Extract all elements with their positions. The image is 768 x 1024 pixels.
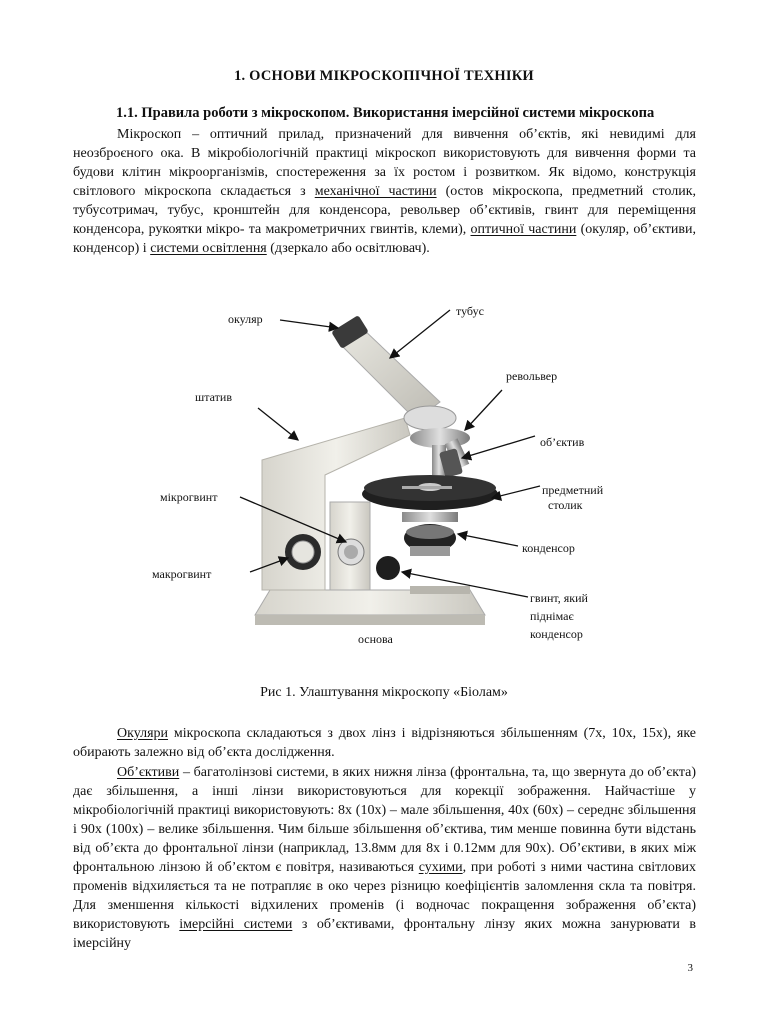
- label-tubus: тубус: [456, 304, 484, 318]
- label-gvynt-1: гвинт, який: [530, 591, 588, 605]
- term-objectives: Об’єктиви: [117, 765, 180, 780]
- condenser-knob: [376, 556, 400, 580]
- label-osnova: основа: [358, 632, 393, 646]
- figure-caption: Рис 1. Улаштування мікроскопу «Біолам»: [260, 685, 508, 700]
- term-oculars: Окуляри: [117, 726, 169, 741]
- paragraph-objectives: Об’єктиви – багатолінзові системи, в яких нижня лінза (фронтальна, та, що звернута до об’єкта) дає збільшення, а інші лінзи використовуються для корекції зображення. Найчастіше у мікробіологічній практиці використовують: 8х (10х) – мале збільшення, 40х (60х) – середнє збільшення і 90х (100х) – велике збільшення. Чим більше збільшення об’єктива, тим менше повинна бути відстань від об’єкта до фронтальної лінзи (наприклад, 13.8мм для 8х і 0.12мм для 90х). Об’єктиви, в яких між фронтальною лінзою й об’єктом є повітря, називаються сухими, при роботі з ними частина світлових променів відхиляється та не потрапляє в око через різницю коефіцієнтів заломлення скла та повітря. Для зменшення кількості відхилених променів (і водночас покращення зображення об’єкта) використовують імерсійні системи з об’єктивами, фронтальну лінзу яких можна занурювати в імерсійну: [73, 765, 696, 951]
- label-obiektyv: об’єктив: [540, 435, 585, 449]
- chapter-title: 1. ОСНОВИ МІКРОСКОПІЧНОЇ ТЕХНІКИ: [234, 68, 534, 84]
- label-makrogvynt: макрогвинт: [152, 567, 212, 581]
- label-gvynt-2: піднімає: [530, 609, 574, 623]
- term-immersion-systems: імерсійні системи: [179, 917, 293, 932]
- label-okular: окуляр: [228, 312, 263, 326]
- label-shtatyv: штатив: [195, 390, 232, 404]
- page-number: 3: [687, 962, 693, 974]
- label-stolyk-2: столик: [548, 498, 583, 512]
- paragraph-intro: Мікроскоп – оптичний прилад, призначений для вивчення об’єктів, які невидимі для неозброєного ока. В мікробіологічній практиці мікроскоп використовують для вивчення форми та будови клітин мікроорганізмів, спостереження за їх ростом і розвитком. Як відомо, конструкція світлового мікроскопа складається з механічної частини (остов мікроскопа, предметний столик, тубусотримач, тубус, кронштейн для конденсора, револьвер об’єктивів, гвинт для переміщення конденсора, рукоятки мікро- та макрометричних гвинтів, клеми), оптичної частини (окуляр, об’єктиви, конденсор) і системи освітлення (дзеркало або освітлювач).: [73, 127, 697, 256]
- label-mikrogvynt: мікрогвинт: [160, 490, 218, 504]
- microscope-figure: [140, 290, 640, 670]
- label-gvynt-3: конденсор: [530, 627, 583, 641]
- label-stolyk-1: предметний: [542, 483, 604, 497]
- term-dry: сухими: [418, 860, 463, 875]
- term-lighting-system: системи освітлення: [150, 241, 267, 256]
- label-kondensor: конденсор: [522, 541, 575, 555]
- paragraph-oculars: Окуляри мікроскопа складаються з двох лінз і відрізняються збільшенням (7х, 10х, 15х), яке обирають залежно від об’єкта дослідження.: [73, 726, 696, 760]
- term-mechanical-part: механічної частини: [314, 184, 437, 199]
- term-optical-part: оптичної частини: [470, 222, 577, 237]
- section-title: 1.1. Правила роботи з мікроскопом. Використання імерсійної системи мікроскопа: [116, 105, 655, 121]
- label-revolver: револьвер: [506, 369, 558, 383]
